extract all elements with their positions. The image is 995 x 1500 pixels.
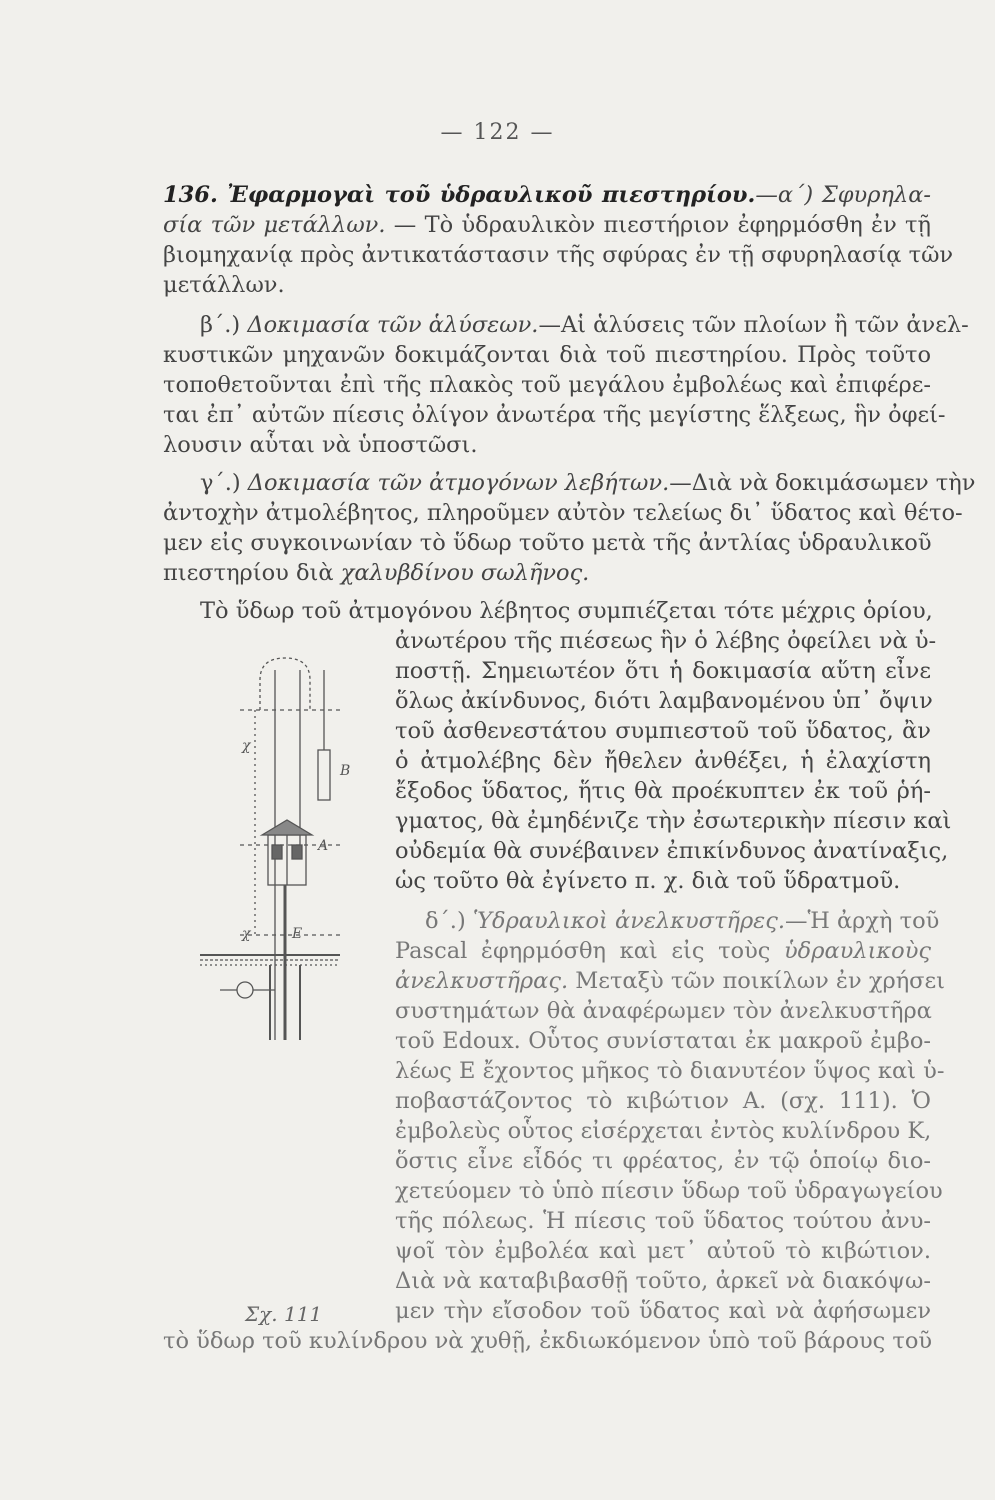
figure-caption: Σχ. 111: [245, 1302, 323, 1326]
text-line: κυστικῶν μηχανῶν δοκιμάζονται διὰ τοῦ πιεστηρίου. Πρὸς τοῦτο: [163, 342, 931, 368]
label-a: Α: [318, 838, 329, 854]
text-line: οὐδεμία θὰ συνέβαινεν ἐπικίνδυνος ἀνατίναξις,: [395, 838, 949, 864]
label-x: χ: [242, 926, 251, 942]
text-line: ἐμβολεὺς οὗτος εἰσέρχεται ἐντὸς κυλίνδρου Κ,: [395, 1118, 932, 1144]
text-line: χετεύομεν τὸ ὑπὸ πίεσιν ὕδωρ τοῦ ὑδραγωγείου: [395, 1178, 943, 1204]
text-line: ποστῇ. Σημειωτέον ὅτι ἡ δοκιμασία αὕτη εἶνε: [395, 658, 931, 684]
counterweight: [318, 750, 330, 800]
text-line: λέως Ε ἔχοντος μῆκος τὸ διανυτέον ὕψος καὶ ὑ-: [395, 1058, 945, 1084]
text-line: τὸ ὕδωρ τοῦ κυλίνδρου νὰ χυθῇ, ἐκδιωκόμενον ὑπὸ τοῦ βάρους τοῦ: [163, 1328, 933, 1354]
text-line: πιεστηρίου διὰ χαλυβδίνου σωλῆνος.: [163, 560, 590, 586]
text-line: ἀνωτέρου τῆς πιέσεως ἣν ὁ λέβης ὀφείλει νὰ ὑ-: [395, 628, 937, 654]
text-line: Τὸ ὕδωρ τοῦ ἀτμογόνου λέβητος συμπιέζεται τότε μέχρις ὁρίου,: [200, 598, 933, 624]
label-x: χ: [242, 738, 251, 754]
label-e: Ε: [292, 926, 303, 942]
section-heading: 136. Ἐφαρμογαὶ τοῦ ὑδραυλικοῦ πιεστηρίου.: [163, 182, 756, 208]
text-line: μεν τὴν εἴσοδον τοῦ ὕδατος καὶ νὰ ἀφήσωμεν: [395, 1298, 931, 1324]
cabin-window: [272, 845, 282, 859]
text-line: ὁ ἀτμολέβης δὲν ἤθελεν ἀνθέξει, ἡ ἐλαχίστη: [395, 748, 931, 774]
text-line: ὅλως ἀκίνδυνος, διότι λαμβανομένου ὑπ᾽ ὄψιν: [395, 688, 933, 714]
text-line: ἔξοδος ὕδατος, ἥτις θὰ προέκυπτεν ἐκ τοῦ ῥή-: [395, 778, 931, 804]
text-line: ψοῖ τὸν ἐμβολέα καὶ μετ᾽ αὐτοῦ τὸ κιβώτιον.: [395, 1238, 931, 1264]
text-line: ἀνελκυστῆρας. Μεταξὺ τῶν ποικίλων ἐν χρήσει: [395, 968, 946, 994]
text-line: μετάλλων.: [163, 272, 285, 298]
text-line: βιομηχανίᾳ πρὸς ἀντικατάστασιν τῆς σφύρας ἐν τῇ σφυρηλασίᾳ τῶν: [163, 242, 954, 268]
valve: [237, 982, 253, 998]
text-line: β΄.) Δοκιμασία τῶν ἁλύσεων.—Αἱ ἁλύσεις τῶν πλοίων ἢ τῶν ἀνελ-: [200, 312, 969, 338]
text-line: γ΄.) Δοκιμασία τῶν ἀτμογόνων λεβήτων.—Διὰ νὰ δοκιμάσωμεν τὴν: [200, 470, 976, 496]
label-b: Β: [340, 763, 351, 779]
text-line: δ΄.) Ὑδραυλικοὶ ἀνελκυστῆρες.—Ἡ ἀρχὴ τοῦ: [425, 908, 940, 934]
text-line: τοῦ Edoux. Οὗτος συνίσταται ἐκ μακροῦ ἐμβο-: [395, 1028, 931, 1054]
shaft-outline: [260, 658, 310, 710]
cabin-roof: [262, 820, 312, 835]
text-line: τοποθετοῦνται ἐπὶ τῆς πλακὸς τοῦ μεγάλου ἐμβολέως καὶ ἐπιφέρε-: [163, 372, 931, 398]
text-line: 136. Ἐφαρμογαὶ τοῦ ὑδραυλικοῦ πιεστηρίου.—α΄) Σφυρηλα-: [163, 182, 932, 208]
text-line: λουσιν αὗται νὰ ὑποστῶσι.: [163, 432, 478, 458]
text-line: ποβαστάζοντος τὸ κιβώτιον Α. (σχ. 111). Ὁ: [395, 1088, 931, 1114]
cabin-window: [292, 845, 302, 859]
text-line: ὅστις εἶνε εἶδός τι φρέατος, ἐν τῷ ὁποίῳ διο-: [395, 1148, 931, 1174]
text-line: τοῦ ἀσθενεστάτου συμπιεστοῦ τοῦ ὕδατος, ἂν: [395, 718, 931, 744]
text-line: Pascal ἐφηρμόσθη καὶ εἰς τοὺς ὑδραυλικοὺς: [395, 938, 931, 964]
text-line: ὡς τοῦτο θὰ ἐγίνετο π. χ. διὰ τοῦ ὕδρατμοῦ.: [395, 868, 901, 894]
text-line: Διὰ νὰ καταβιβασθῇ τοῦτο, ἀρκεῖ νὰ διακόψω-: [395, 1268, 931, 1294]
text-line: γματος, θὰ ἐμηδένιζε τὴν ἐσωτερικὴν πίεσιν καὶ: [395, 808, 952, 834]
text-line: ἀντοχὴν ἀτμολέβητος, πληροῦμεν αὐτὸν τελείως δι᾽ ὕδατος καὶ θέτο-: [163, 500, 963, 526]
text-line: σία τῶν μετάλλων. — Τὸ ὑδραυλικὸν πιεστήριον ἐφηρμόσθη ἐν τῇ: [163, 212, 931, 238]
text-line: συστημάτων θὰ ἀναφέρωμεν τὸν ἀνελκυστῆρα: [395, 998, 932, 1024]
text-line: ται ἐπ᾽ αὐτῶν πίεσις ὀλίγον ἀνωτέρα τῆς μεγίστης ἕλξεως, ἣν ὀφεί-: [163, 402, 946, 428]
text-line: μεν εἰς συγκοινωνίαν τὸ ὕδωρ τοῦτο μετὰ τῆς ἀντλίας ὑδραυλικοῦ: [163, 530, 932, 556]
elevator-diagram: [190, 650, 370, 1040]
text-line: τῆς πόλεως. Ἡ πίεσις τοῦ ὕδατος τούτου ἀνυ-: [395, 1208, 931, 1234]
page-number: — 122 —: [440, 120, 555, 145]
